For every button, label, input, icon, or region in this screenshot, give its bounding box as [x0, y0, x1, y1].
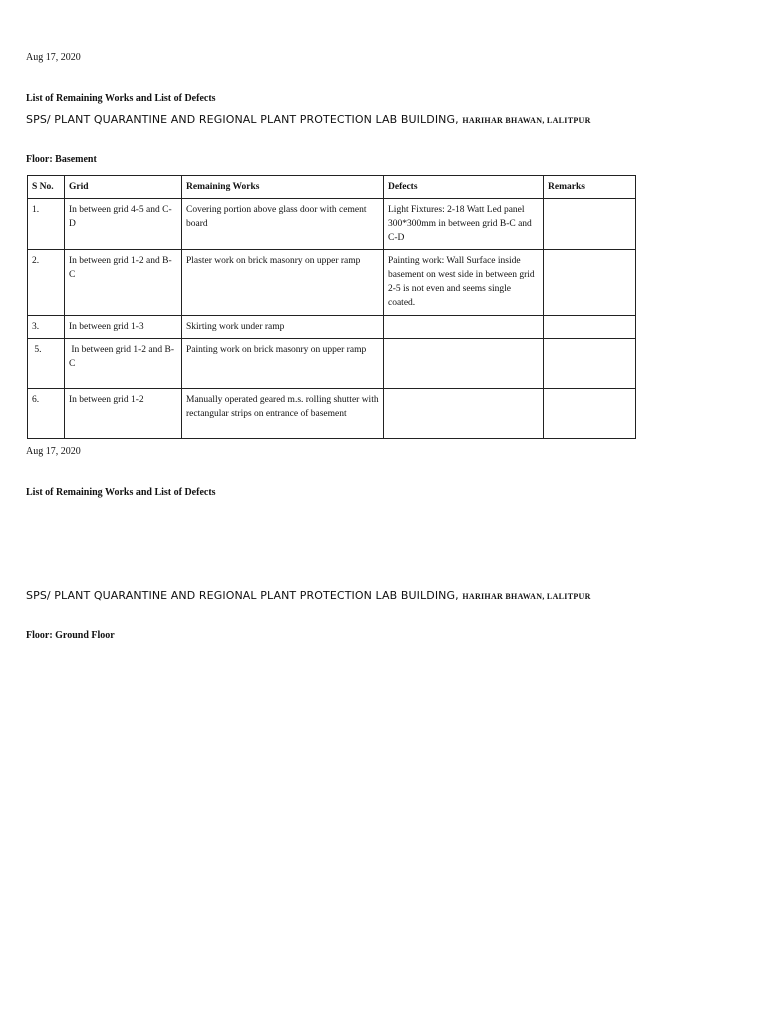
cell-grid: In between grid 4-5 and C-D — [65, 199, 182, 250]
cell-defects — [384, 389, 544, 439]
cell-defects: Light Fixtures: 2-18 Watt Led panel 300*300mm in between grid B-C and C-D — [384, 199, 544, 250]
header-sno: S No. — [28, 176, 65, 199]
cell-defects — [384, 339, 544, 389]
project-location: HARIHAR BHAWAN, LALITPUR — [462, 116, 591, 125]
cell-remarks — [544, 316, 636, 339]
table-row — [28, 316, 636, 339]
document-date: Aug 17, 2020 — [26, 52, 81, 63]
cell-sno: 5. — [28, 339, 65, 389]
cell-defects — [384, 316, 544, 339]
cell-defects: Painting work: Wall Surface inside basement on west side in between grid 2-5 is not even and seems single coated. — [384, 250, 544, 316]
floor-label: Floor: Basement — [26, 154, 97, 165]
cell-sno: 6. — [28, 389, 65, 439]
project-title — [26, 589, 591, 602]
table-row — [28, 250, 636, 316]
floor-label: Floor: Ground Floor — [26, 630, 115, 641]
table-row — [28, 339, 636, 389]
document-date: Aug 17, 2020 — [26, 446, 81, 457]
cell-remarks — [544, 389, 636, 439]
cell-grid: In between grid 1-3 — [65, 316, 182, 339]
header-remaining-works: Remaining Works — [182, 176, 384, 199]
header-remarks: Remarks — [544, 176, 636, 199]
cell-remaining-works: Covering portion above glass door with cement board — [182, 199, 384, 250]
document-heading: List of Remaining Works and List of Defects — [26, 487, 216, 498]
project-name: SPS/ PLANT QUARANTINE AND REGIONAL PLANT PROTECTION LAB BUILDING, — [26, 589, 459, 602]
cell-remaining-works: Painting work on brick masonry on upper ramp — [182, 339, 384, 389]
document-heading: List of Remaining Works and List of Defects — [26, 93, 216, 104]
cell-remaining-works: Manually operated geared m.s. rolling shutter with rectangular strips on entrance of basement — [182, 389, 384, 439]
project-name: SPS/ PLANT QUARANTINE AND REGIONAL PLANT PROTECTION LAB BUILDING, — [26, 113, 459, 126]
cell-remaining-works: Skirting work under ramp — [182, 316, 384, 339]
cell-grid: In between grid 1-2 and B-C — [65, 339, 182, 389]
project-title — [26, 113, 591, 126]
cell-remaining-works: Plaster work on brick masonry on upper ramp — [182, 250, 384, 316]
project-location: HARIHAR BHAWAN, LALITPUR — [462, 592, 591, 601]
cell-remarks — [544, 250, 636, 316]
defects-table — [27, 175, 636, 439]
cell-remarks — [544, 199, 636, 250]
cell-sno: 1. — [28, 199, 65, 250]
cell-remarks — [544, 339, 636, 389]
cell-grid: In between grid 1-2 and B-C — [65, 250, 182, 316]
header-grid: Grid — [65, 176, 182, 199]
table-header-row — [28, 176, 636, 199]
cell-sno: 2. — [28, 250, 65, 316]
cell-sno: 3. — [28, 316, 65, 339]
table-row — [28, 389, 636, 439]
header-defects: Defects — [384, 176, 544, 199]
table-row — [28, 199, 636, 250]
cell-grid: In between grid 1-2 — [65, 389, 182, 439]
